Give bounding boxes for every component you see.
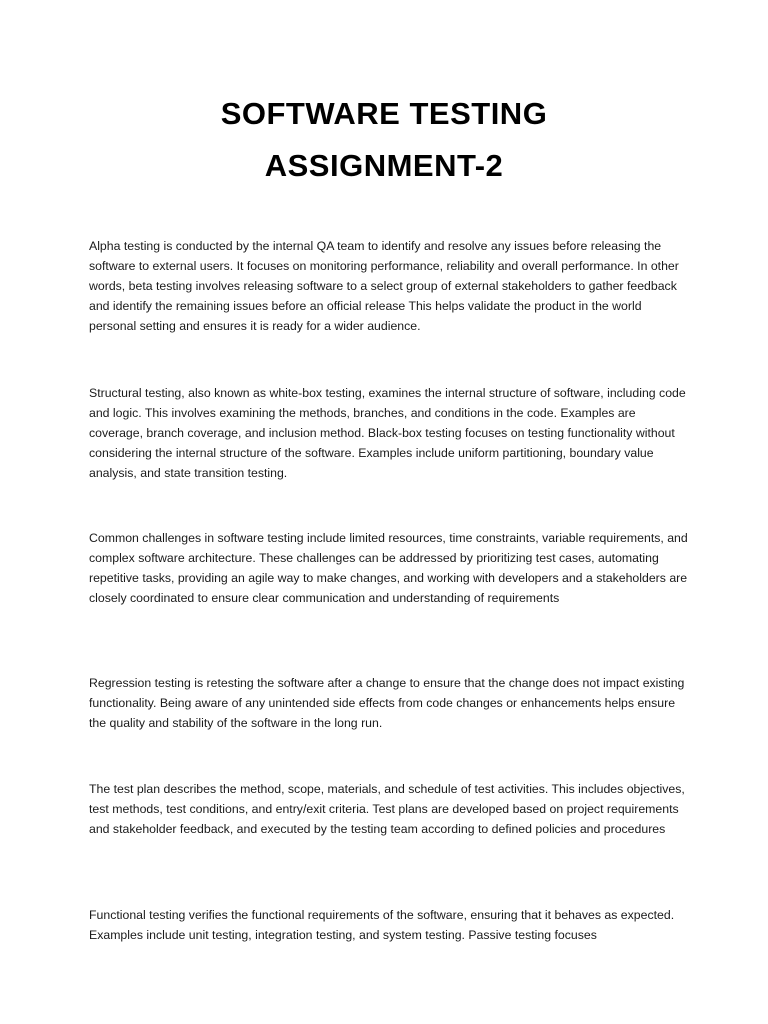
document-title-line-2: ASSIGNMENT-2 [264,148,504,183]
paragraph-test-plan: The test plan describes the method, scope, materials, and schedule of test activities. This includes objectives, test methods, test conditions, and entry/exit criteria. Test plans are developed based on project requirements and stakeholder feedback, and executed by the testing team according to defined policies and procedures [89,782,685,836]
paragraph-regression-testing: Regression testing is retesting the software after a change to ensure that the change does not impact existing functionality. Being aware of any unintended side effects from code changes or enhancements helps ensure the quality and stability of the software in the long run. [89,676,685,730]
paragraph-testing-challenges: Common challenges in software testing include limited resources, time constraints, variable requirements, and complex software architecture. These challenges can be addressed by prioritizing test cases, automating repetitive tasks, providing an agile way to make changes, and working with developers and a stakeholders are closely coordinated to ensure clear communication and understanding of requirements [89,531,688,605]
paragraph-alpha-beta-testing: Alpha testing is conducted by the internal QA team to identify and resolve any issues before releasing the software to external users. It focuses on monitoring performance, reliability and overall performance. In other words, beta testing involves releasing software to a select group of external stakeholders to gather feedback and identify the remaining issues before an official release This helps validate the product in the world personal setting and ensures it is ready for a wider audience. [89,239,679,333]
paragraph-functional-testing: Functional testing verifies the functional requirements of the software, ensuring that it behaves as expected. Examples include unit testing, integration testing, and system testing. Passive testing focuses [89,908,675,942]
paragraph-structural-testing: Structural testing, also known as white-box testing, examines the internal structure of software, including code and logic. This involves examining the methods, branches, and conditions in the code. Examples are coverage, branch coverage, and inclusion method. Black-box testing focuses on testing functionality without considering the internal structure of the software. Examples include uniform partitioning, boundary value analysis, and state transition testing. [89,386,686,480]
document-title-line-1: SOFTWARE TESTING [220,96,548,131]
